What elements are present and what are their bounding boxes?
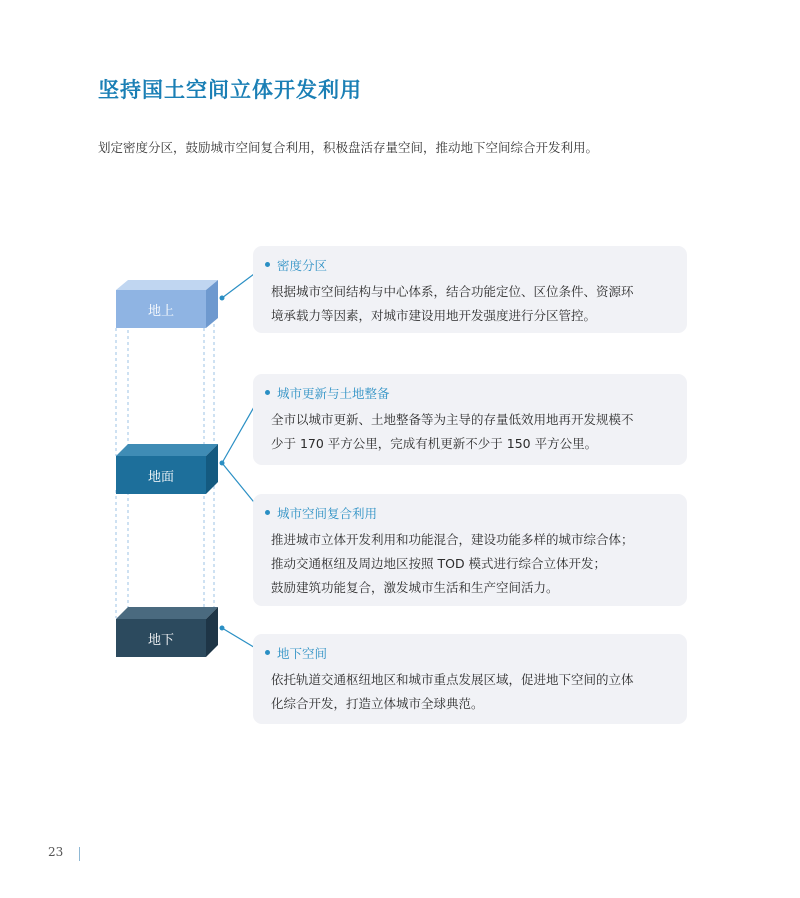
card-title: 城市更新与土地整备 — [271, 384, 673, 402]
page-subtitle: 划定密度分区，鼓励城市空间复合利用，积极盘活存量空间，推动地下空间综合开发利用。 — [98, 140, 599, 155]
card-underground-space — [253, 634, 687, 724]
card-text-line: 少于 170 平方公里，完成有机更新不少于 150 平方公里。 — [271, 436, 598, 451]
page-number: 23 — [48, 845, 64, 859]
connector-dots — [220, 296, 225, 631]
card-urban-renewal — [253, 374, 687, 465]
layer-label-underground: 地下 — [147, 633, 174, 648]
layer-label-above-ground: 地上 — [147, 304, 174, 319]
card-text-line: 根据城市空间结构与中心体系，结合功能定位、区位条件、资源环 — [271, 284, 634, 299]
card-text-line: 推动交通枢纽及周边地区按照 TOD 模式进行综合立体开发； — [271, 556, 607, 571]
layer-label-ground: 地面 — [147, 470, 174, 485]
card-title: 城市空间复合利用 — [271, 504, 673, 522]
page-title: 坚持国土空间立体开发利用 — [98, 78, 362, 102]
card-text-line: 化综合开发，打造立体城市全球典范。 — [271, 696, 484, 711]
card-text-line: 推进城市立体开发利用和功能混合，建设功能多样的城市综合体； — [271, 532, 634, 547]
card-title: 密度分区 — [271, 256, 673, 274]
card-mixed-use — [253, 494, 687, 606]
card-title: 地下空间 — [271, 644, 673, 662]
card-density-zoning — [253, 246, 687, 333]
card-text-line: 全市以城市更新、土地整备等为主导的存量低效用地再开发规模不 — [271, 412, 634, 427]
page-number-divider — [79, 847, 80, 861]
card-text-line: 鼓励建筑功能复合，激发城市生活和生产空间活力。 — [271, 580, 559, 595]
card-text-line: 境承载力等因素，对城市建设用地开发强度进行分区管控。 — [271, 308, 597, 323]
card-text-line: 依托轨道交通枢纽地区和城市重点发展区域，促进地下空间的立体 — [271, 672, 634, 687]
